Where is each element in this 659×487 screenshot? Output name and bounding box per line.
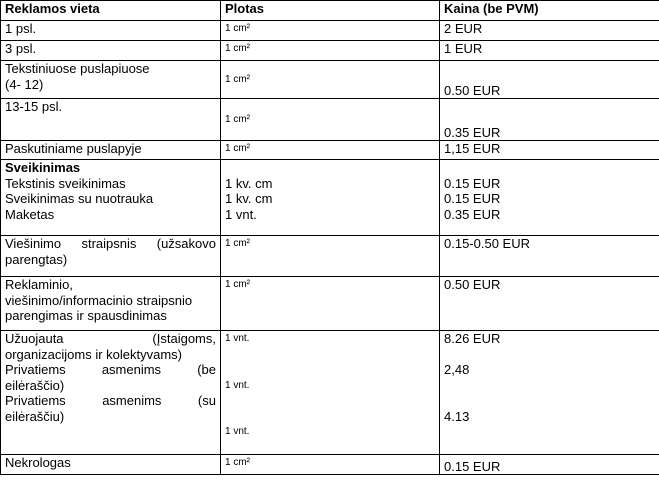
place-line: (4- 12): [5, 76, 44, 92]
place-line: parengimas ir spausdinimas: [5, 308, 167, 323]
table-row: [1, 455, 659, 475]
header-place: Reklamos vieta: [1, 1, 221, 21]
table-row: [1, 236, 659, 277]
place-line: organizacijoms ir kolektyvams): [5, 346, 182, 362]
price-line: 8.26 EUR: [444, 331, 501, 346]
place-line: Viešinimo straipsnis (užsakovo: [5, 236, 216, 251]
place-line: eilėraščio): [5, 377, 65, 393]
row-price: 0.15-0.50 EUR: [440, 236, 659, 277]
row-area: [221, 160, 440, 236]
area-line: 1 kv. cm: [225, 191, 273, 206]
table-row: [1, 41, 659, 61]
row-price: 1 EUR: [440, 41, 659, 61]
table-header-row: [1, 1, 659, 21]
place-line: Privatiems asmenims (su: [5, 393, 216, 408]
row-price: 0.15 EUR: [440, 455, 659, 475]
header-price: Kaina (be PVM): [440, 1, 659, 21]
row-area: 1 cm²: [221, 99, 440, 141]
place-line: Užuojauta (Įstaigoms,: [5, 331, 216, 346]
row-place: [1, 236, 221, 277]
row-place: [1, 331, 221, 455]
row-place: Nekrologas: [1, 455, 221, 475]
row-place: 1 psl.: [1, 21, 221, 41]
row-area: 1 cm²: [221, 21, 440, 41]
table-row: [1, 160, 659, 236]
area-line: 1 vnt.: [225, 426, 250, 437]
row-place: 3 psl.: [1, 41, 221, 61]
area-line: 1 vnt.: [225, 206, 257, 222]
place-line: Tekstinis sveikinimas: [5, 175, 126, 191]
area-line: 1 vnt.: [225, 379, 250, 391]
row-area: 1 cm²: [221, 236, 440, 277]
row-price: 1,15 EUR: [440, 141, 659, 160]
row-place: [1, 61, 221, 99]
row-area: 1 cm²: [221, 455, 440, 475]
row-price: [440, 160, 659, 236]
place-line: parengtas): [5, 251, 68, 267]
place-line: Sveikinimas su nuotrauka: [5, 191, 154, 206]
row-price: 0.35 EUR: [440, 99, 659, 141]
row-area: [221, 331, 440, 455]
place-line: Tekstiniuose puslapiuose: [5, 61, 150, 76]
place-line: viešinimo/informacinio straipsnio: [5, 292, 193, 308]
table-row: [1, 99, 659, 141]
area-line: 1 kv. cm: [225, 175, 273, 191]
row-place: 13-15 psl.: [1, 99, 221, 141]
row-price: [440, 331, 659, 455]
table-row: [1, 277, 659, 331]
row-place: [1, 277, 221, 331]
row-area: 1 cm²: [221, 141, 440, 160]
table-row: [1, 331, 659, 455]
row-price: 0.50 EUR: [440, 61, 659, 99]
table-row: [1, 21, 659, 41]
section-heading: Sveikinimas: [5, 160, 81, 175]
price-line: 2,48: [444, 362, 470, 377]
price-line: 4.13: [444, 408, 470, 424]
place-line: Maketas: [5, 206, 55, 222]
row-place: Paskutiniame puslapyje: [1, 141, 221, 160]
header-area: Plotas: [221, 1, 440, 21]
table-row: [1, 141, 659, 160]
row-area: 1 cm²: [221, 41, 440, 61]
row-area: 1 cm²: [221, 277, 440, 331]
price-line: 0.15 EUR: [444, 191, 501, 206]
price-line: 0.35 EUR: [444, 206, 501, 222]
area-line: 1 vnt.: [225, 333, 250, 344]
place-line: Privatiems asmenims (be: [5, 362, 216, 377]
price-line: 0.15 EUR: [444, 175, 501, 191]
row-price: 2 EUR: [440, 21, 659, 41]
table-row: [1, 61, 659, 99]
row-place: [1, 160, 221, 236]
place-line: eilėraščiu): [5, 408, 65, 424]
row-area: 1 cm²: [221, 61, 440, 99]
place-line: Reklaminio,: [5, 277, 73, 292]
row-price: 0.50 EUR: [440, 277, 659, 331]
